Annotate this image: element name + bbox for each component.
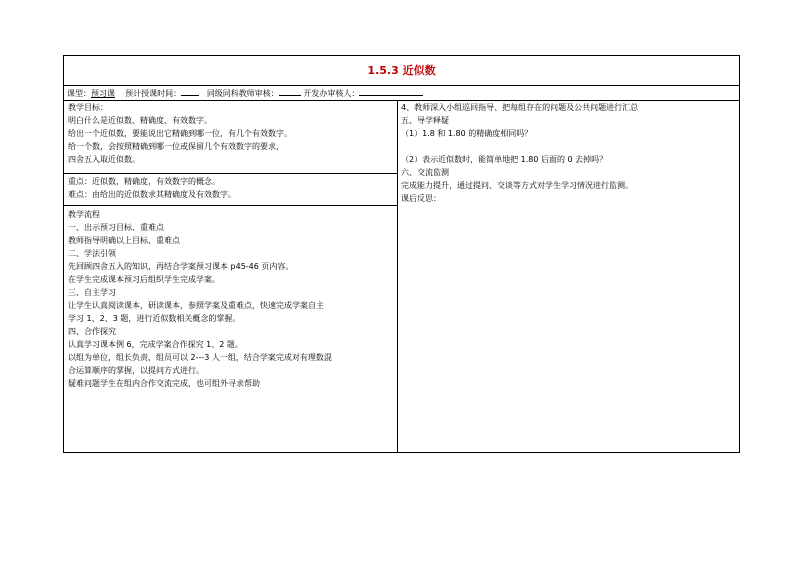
document-title: 1.5.3 近似数 xyxy=(64,56,739,86)
process-line: 合运算顺序的掌握，以提问方式进行。 xyxy=(68,366,204,375)
process-line: 先回顾四舍五入的知识，再结合学案预习课本 p45-46 页内容。 xyxy=(68,262,294,271)
right-line: 五、导学释疑 xyxy=(401,116,449,125)
dev-blank xyxy=(359,86,423,96)
time-blank xyxy=(181,86,199,96)
meta-row xyxy=(64,86,739,101)
process-line: 以组为单位，组长负责，组员可以 2---3 人一组，结合学案完成对有理数混 xyxy=(68,353,332,362)
right-line: 课后反思： xyxy=(401,194,441,203)
objective-line: 给一个数，会按照精确到哪一位或保留几个有效数字的要求， xyxy=(68,142,284,151)
right-column-cell xyxy=(401,101,736,205)
review-blank xyxy=(279,86,301,96)
process-line: 三、自主学习 xyxy=(68,288,116,297)
right-line: （1）1.8 和 1.80 的精确度相同吗？ xyxy=(401,129,533,138)
process-cell xyxy=(68,208,394,390)
right-line: 4、教师深入小组巡回指导、把每组存在的问题及公共问题进行汇总 xyxy=(401,103,639,112)
process-line: 教师指导明确以上目标、重难点 xyxy=(68,236,180,245)
row-divider-1 xyxy=(64,173,397,174)
process-line: 二、学法引领 xyxy=(68,249,116,258)
right-line: 完成能力提升，通过提问、交谈等方式对学生学习情况进行监测。 xyxy=(401,181,633,190)
process-line: 教学流程 xyxy=(68,210,100,219)
dev-label: 开发办审核人： xyxy=(303,89,360,98)
objective-line: 四舍五入取近似数。 xyxy=(68,155,140,164)
objectives-cell xyxy=(68,101,394,166)
process-line: 认真学习课本例 6，完成学案合作探究 1、2 题。 xyxy=(68,340,243,349)
process-line: 四、合作探究 xyxy=(68,327,116,336)
objective-line: 明白什么是近似数、精确度、有效数字。 xyxy=(68,116,212,125)
key-difficult-cell xyxy=(68,175,394,201)
time-label: 预计授课时间： xyxy=(125,89,182,98)
course-type-label: 课型： xyxy=(67,89,91,98)
review-label: 同级同科教师审核： xyxy=(206,89,279,98)
difficulties: 难点：由给出的近似数求其精确度及有效数字。 xyxy=(68,190,236,199)
process-line: 一、出示预习目标、重难点 xyxy=(68,223,164,232)
right-line: 六、交流监测 xyxy=(401,168,449,177)
right-line-spacer xyxy=(401,140,736,153)
lesson-plan-table xyxy=(63,55,740,453)
objectives-heading: 教学目标： xyxy=(68,103,108,112)
row-divider-2 xyxy=(64,205,397,206)
right-line: （2）表示近似数时，能简单地把 1.80 后面的 0 去掉吗？ xyxy=(401,155,608,164)
process-line: 学习 1、2、3 题，进行近似数相关概念的掌握。 xyxy=(68,314,241,323)
objective-line: 给出一个近似数，要能说出它精确到哪一位，有几个有效数字。 xyxy=(68,129,292,138)
key-points: 重点：近似数，精确度，有效数字的概念。 xyxy=(68,177,220,186)
process-line: 在学生完成课本预习后组织学生完成学案。 xyxy=(68,275,220,284)
course-type-value: 预习课 xyxy=(91,89,115,98)
process-line: 让学生认真阅读课本，研读课本，参照学案及重难点，快速完成学案自主 xyxy=(68,301,324,310)
process-line: 疑难问题学生在组内合作交流完成，也可组外寻求帮助 xyxy=(68,379,260,388)
column-divider xyxy=(397,101,398,453)
